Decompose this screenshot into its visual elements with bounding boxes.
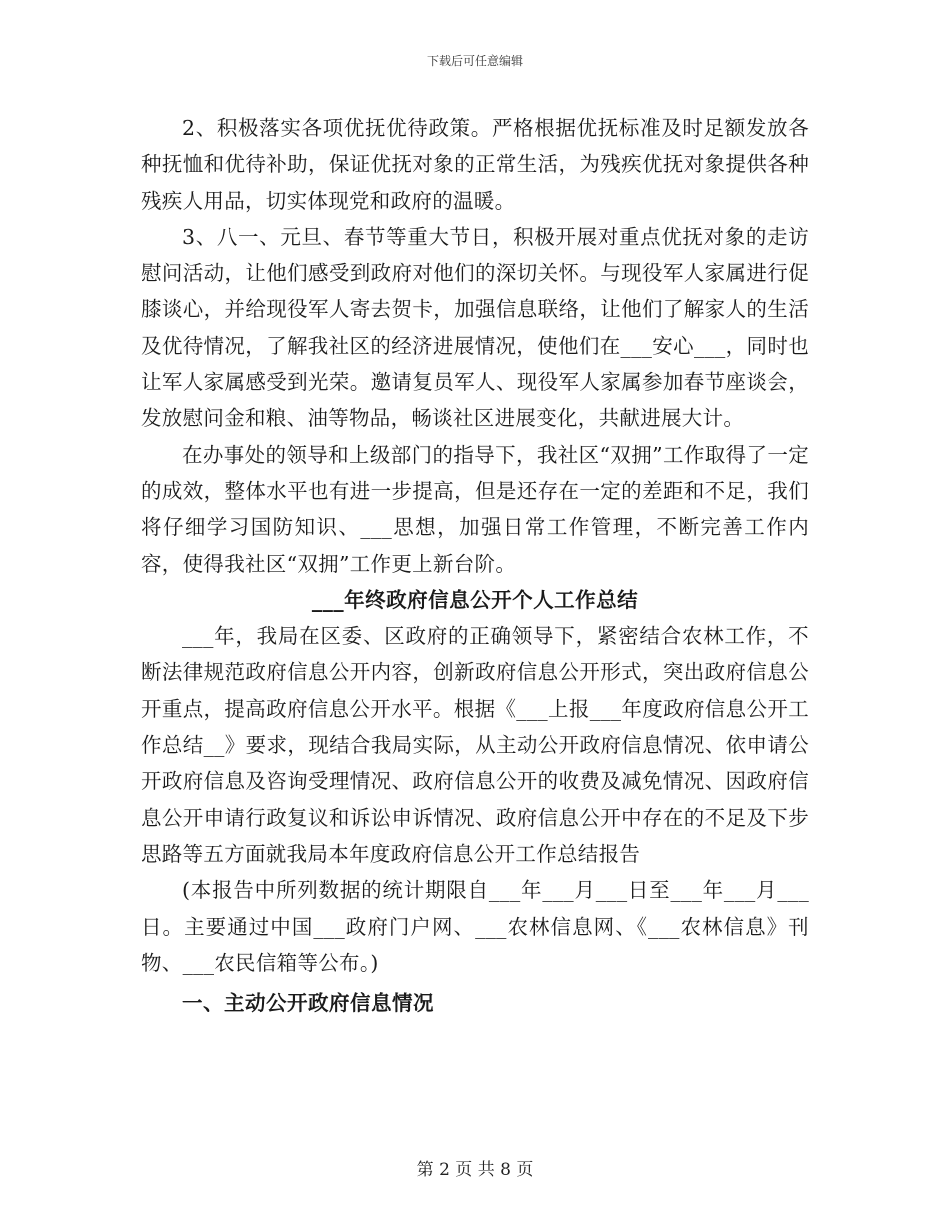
page-number: 第 2 页 共 8 页 [416, 1160, 534, 1180]
paragraph-note: (本报告中所列数据的统计期限自___年___月___日至___年___月___日。主要通过中国___政府门户网、___农林信息网、《___农林信息》刊物、___农民信箱等公布。) [141, 878, 809, 975]
document-title: ___年终政府信息公开个人工作总结 [311, 587, 639, 612]
paragraph-intro: ___年，我局在区委、区政府的正确领导下，紧密结合农林工作，不断法律规范政府信息公开内容，创新政府信息公开形式，突出政府信息公开重点，提高政府信息公开水平。根据《___上报___年度政府信息公开工作总结__》要求，现结合我局实际，从主动公开政府信息情况、依申请公开政府信息及咨询受理情况、政府信息公开的收费及减免情况、因政府信息公开申请行政复议和诉讼申诉情况、政府信息公开中存在的不足及下步思路等五方面就我局本年度政府信息公开工作总结报告 [141, 624, 809, 866]
paragraph-item-3: 3、八一、元旦、春节等重大节日，积极开展对重点优抚对象的走访慰问活动，让他们感受到政府对他们的深切关怀。与现役军人家属进行促膝谈心，并给现役军人寄去贺卡，加强信息联络，让他们了解家人的生活及优待情况，了解我社区的经济进展情况，使他们在___安心___，同时也让军人家属感受到光荣。邀请复员军人、现役军人家属参加春节座谈会，发放慰问金和粮、油等物品，畅谈社区进展变化，共献进展大计。 [141, 224, 809, 431]
paragraph-conclusion: 在办事处的领导和上级部门的指导下，我社区“双拥”工作取得了一定的成效，整体水平也有进一步提高，但是还存在一定的差距和不足，我们将仔细学习国防知识、___思想，加强日常工作管理，不断完善工作内容，使得我社区“双拥”工作更上新台阶。 [141, 442, 809, 576]
paragraph-item-2: 2、积极落实各项优抚优待政策。严格根据优抚标准及时足额发放各种抚恤和优待补助，保证优抚对象的正常生活，为残疾优抚对象提供各种残疾人用品，切实体现党和政府的温暖。 [141, 116, 809, 213]
document-body [141, 110, 809, 1021]
page-header: 下载后可任意编辑 [426, 54, 523, 68]
section-heading: 一、主动公开政府信息情况 [182, 991, 434, 1016]
